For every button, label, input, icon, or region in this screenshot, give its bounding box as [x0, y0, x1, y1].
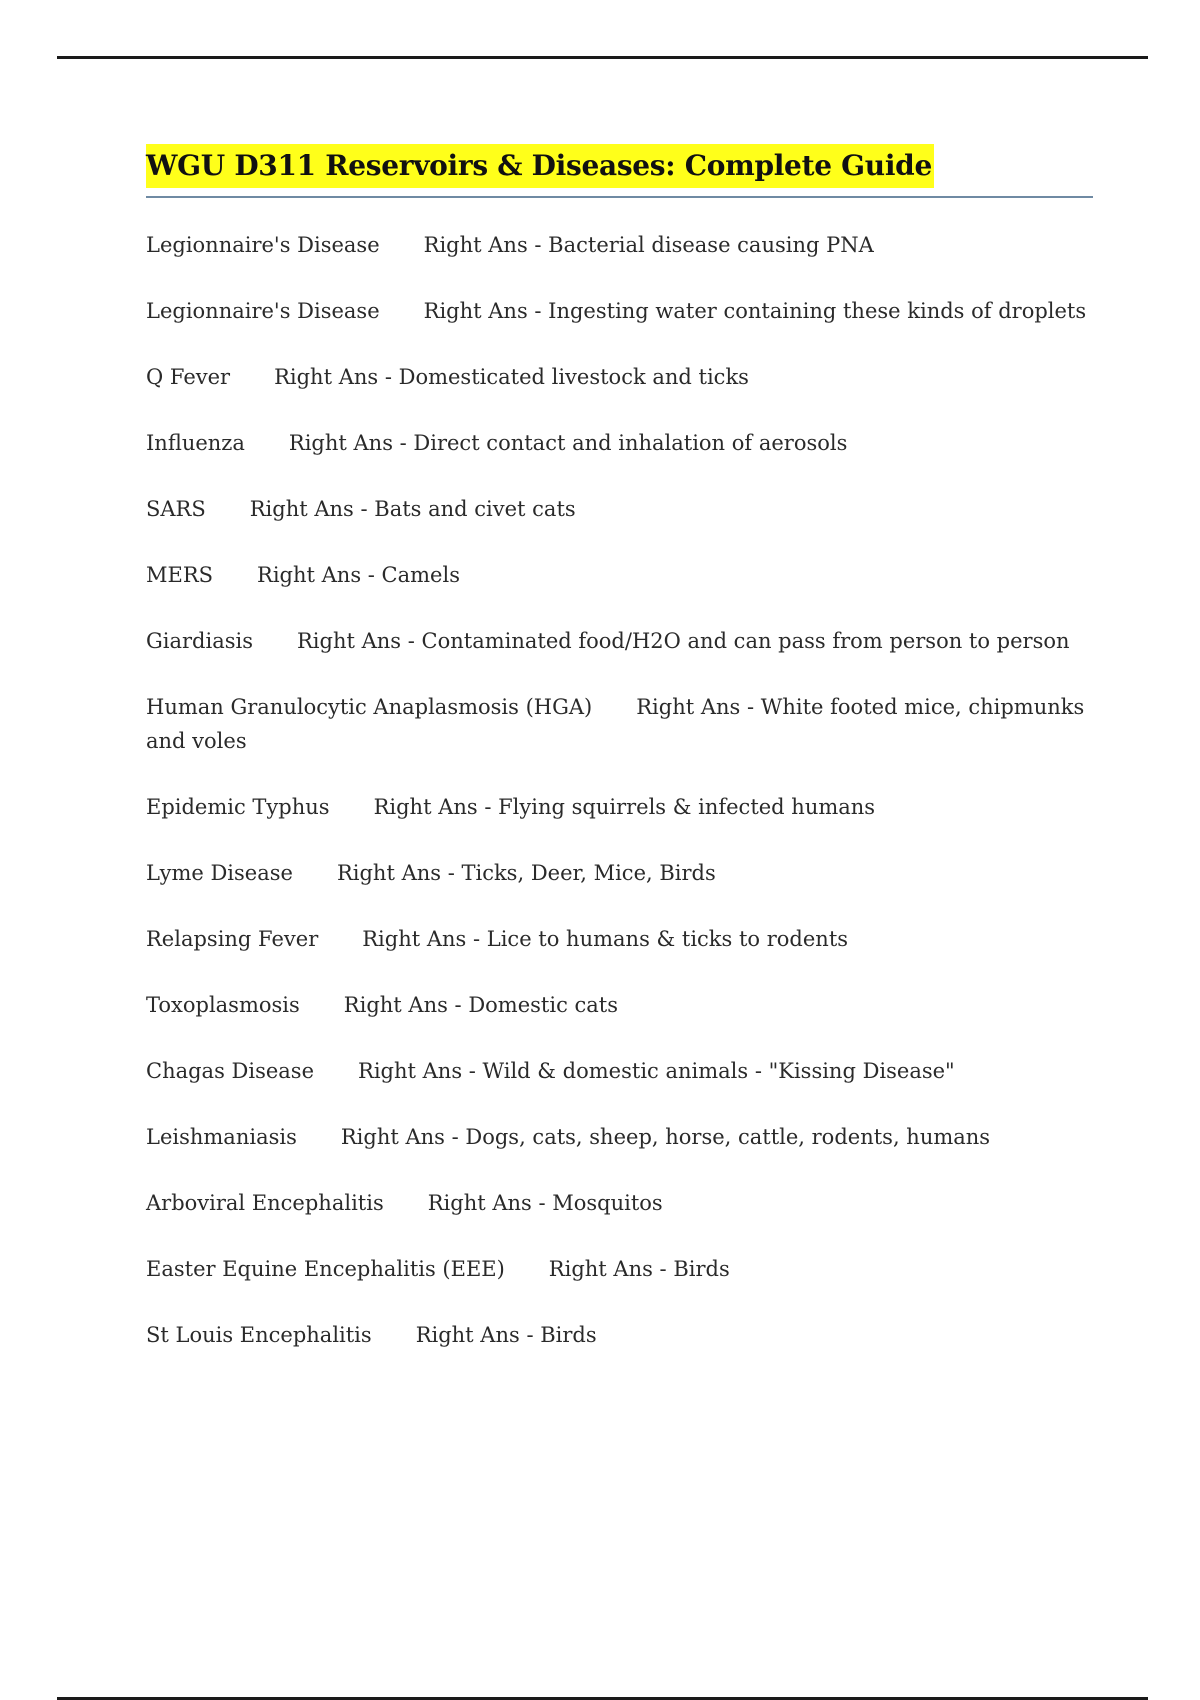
- question-term: Easter Equine Encephalitis (EEE): [146, 1257, 505, 1281]
- qa-item: [146, 1318, 1096, 1352]
- qa-item: [146, 624, 1096, 658]
- question-term: Chagas Disease: [146, 1059, 315, 1083]
- answer-text: Right Ans - Flying squirrels & infected humans: [373, 795, 876, 819]
- qa-item: [146, 790, 1096, 824]
- title-section: [146, 144, 1093, 198]
- answer-text: Right Ans - Birds: [415, 1323, 597, 1347]
- answer-text: Right Ans - Ingesting water containing these kinds of droplets: [423, 299, 1087, 323]
- answer-text: Right Ans - Mosquitos: [427, 1191, 663, 1215]
- qa-item: [146, 1252, 1096, 1286]
- qa-item: [146, 228, 1096, 262]
- question-term: Arboviral Encephalitis: [146, 1191, 384, 1215]
- document-title: WGU D311 Reservoirs & Diseases: Complete Guide: [146, 144, 934, 188]
- qa-item: [146, 1120, 1096, 1154]
- question-term: Epidemic Typhus: [146, 795, 330, 819]
- question-term: Influenza: [146, 431, 245, 455]
- question-term: SARS: [146, 497, 206, 521]
- answer-text: Right Ans - Ticks, Deer, Mice, Birds: [336, 861, 716, 885]
- qa-item: [146, 492, 1096, 526]
- page-top-rule: [57, 56, 1148, 59]
- qa-item: [146, 294, 1096, 328]
- question-term: Relapsing Fever: [146, 927, 319, 951]
- answer-text: Right Ans - Direct contact and inhalation of aerosols: [288, 431, 848, 455]
- answer-text: Right Ans - Camels: [257, 563, 460, 587]
- qa-item: [146, 1186, 1096, 1220]
- answer-text: Right Ans - Bacterial disease causing PNA: [423, 233, 874, 257]
- question-term: Human Granulocytic Anaplasmosis (HGA): [146, 695, 593, 719]
- answer-text: Right Ans - Dogs, cats, sheep, horse, cattle, rodents, humans: [340, 1125, 991, 1149]
- question-term: Leishmaniasis: [146, 1125, 297, 1149]
- answer-text: Right Ans - White footed mice, chipmunks and voles: [146, 695, 1085, 753]
- question-term: Legionnaire's Disease: [146, 233, 380, 257]
- question-term: MERS: [146, 563, 214, 587]
- question-term: Legionnaire's Disease: [146, 299, 380, 323]
- question-term: St Louis Encephalitis: [146, 1323, 372, 1347]
- answer-text: Right Ans - Domestic cats: [343, 993, 619, 1017]
- qa-item: [146, 988, 1096, 1022]
- qa-item: [146, 1054, 1096, 1088]
- answer-text: Right Ans - Lice to humans & ticks to rodents: [362, 927, 849, 951]
- answer-text: Right Ans - Wild & domestic animals - "Kissing Disease": [358, 1059, 955, 1083]
- question-term: Lyme Disease: [146, 861, 293, 885]
- qa-item: [146, 360, 1096, 394]
- qa-item: [146, 426, 1096, 460]
- answer-text: Right Ans - Contaminated food/H2O and can pass from person to person: [297, 629, 1070, 653]
- question-term: Q Fever: [146, 365, 231, 389]
- question-term: Giardiasis: [146, 629, 253, 653]
- qa-list: [146, 228, 1096, 1384]
- qa-item: [146, 558, 1096, 592]
- answer-text: Right Ans - Bats and civet cats: [249, 497, 576, 521]
- answer-text: Right Ans - Domesticated livestock and ticks: [274, 365, 749, 389]
- qa-item: [146, 856, 1096, 890]
- question-term: Toxoplasmosis: [146, 993, 300, 1017]
- qa-item: [146, 922, 1096, 956]
- qa-item: [146, 690, 1096, 758]
- answer-text: Right Ans - Birds: [548, 1257, 730, 1281]
